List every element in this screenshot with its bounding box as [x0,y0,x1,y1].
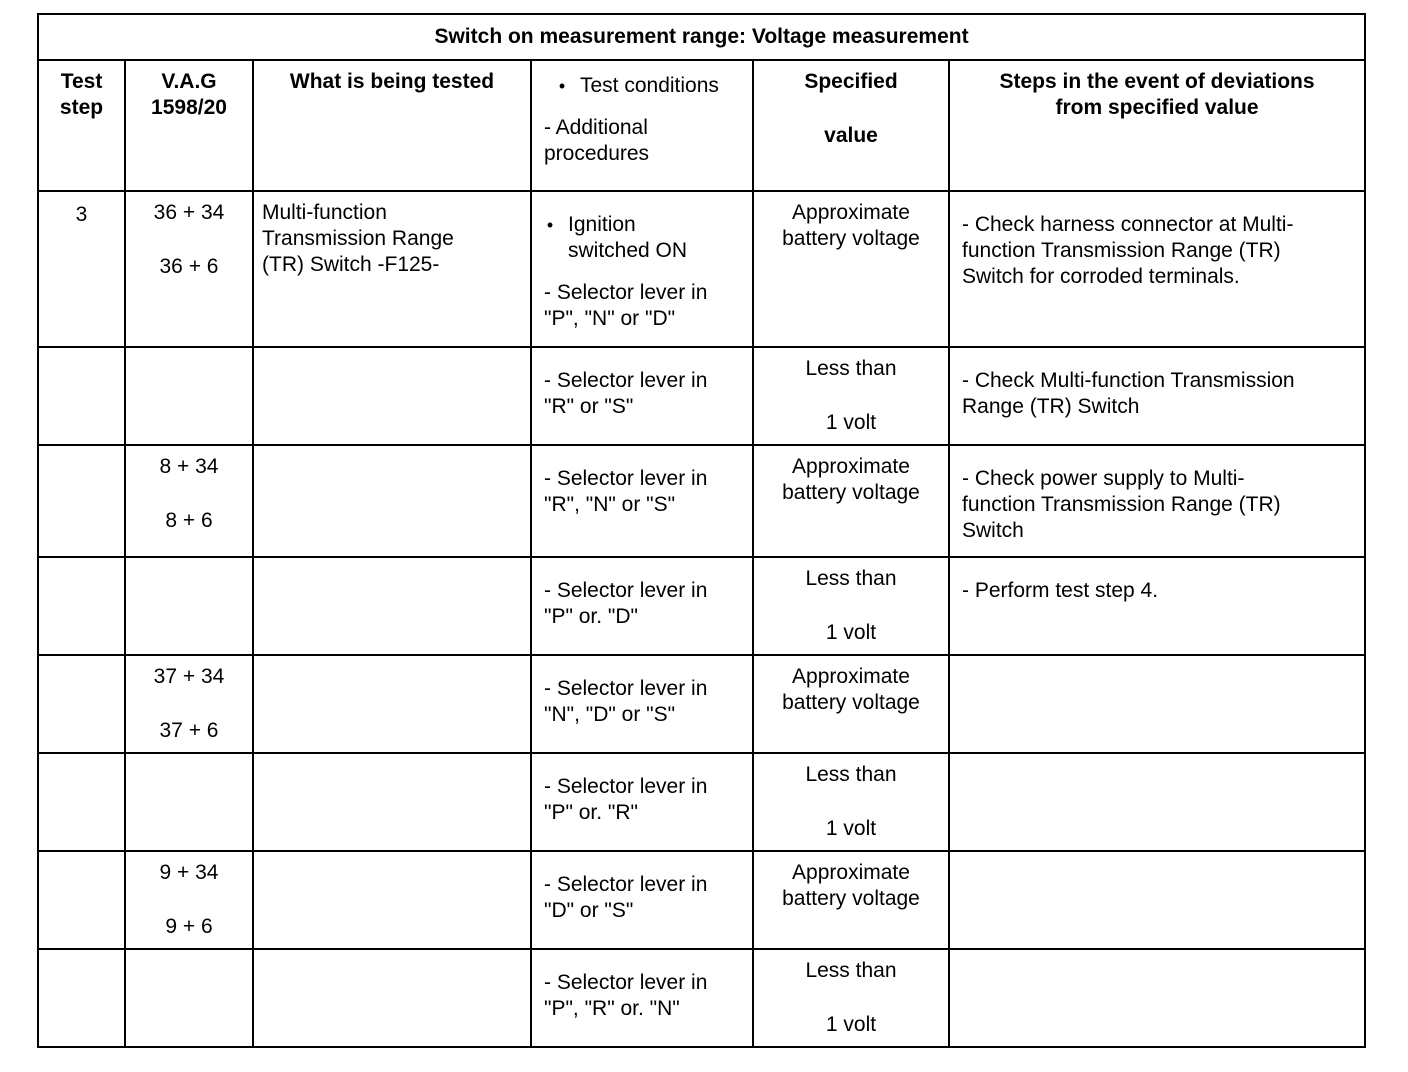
header-row [38,60,1365,191]
step-line: Switch [962,519,1024,542]
cell-specified-value [753,191,949,347]
table-row [38,557,1365,655]
condition-line: - Selector lever in [544,579,708,602]
step-line: function Transmission Range (TR) [962,493,1281,516]
spec-line: Approximate [792,201,910,224]
cell-test-step [38,753,125,851]
bullet-line [532,212,752,264]
cell-what-tested [253,949,531,1047]
vag-line: 36 + 34 [153,201,225,224]
header-conditions-additional-line: - Additional [544,116,648,139]
step-line: - Check power supply to Multi- [962,467,1245,490]
step-line: - Check harness connector at Multi- [962,213,1294,236]
condition-line: "P", "N" or "D" [544,307,676,330]
cell-what-tested [253,445,531,557]
cell-conditions [531,557,753,655]
spec-line: 1 volt [825,621,877,644]
vag-line: 36 + 6 [159,255,219,278]
vag-line: 9 + 34 [159,861,219,884]
condition-line: - Selector lever in [544,369,708,392]
table-title: Switch on measurement range: Voltage measurement [38,14,1365,60]
cell-vag [125,191,253,347]
cell-specified-value [753,655,949,753]
cell-test-step [38,655,125,753]
spec-line: battery voltage [782,887,920,910]
header-steps [949,60,1365,191]
step-line: Switch for corroded terminals. [962,265,1240,288]
table-row [38,949,1365,1047]
cell-what-tested [253,753,531,851]
cell-what-tested [253,557,531,655]
cell-specified-value [753,445,949,557]
cell-conditions [531,851,753,949]
header-vag-line: V.A.G [161,70,217,93]
spec-line: battery voltage [782,227,920,250]
conditions-text [532,280,752,332]
table-row [38,753,1365,851]
condition-line: - Selector lever in [544,775,708,798]
cell-steps [949,949,1365,1047]
spec-line: Less than [805,763,897,786]
condition-line: "P", "R" or. "N" [544,997,680,1020]
bullet-line [544,73,746,99]
spec-line: Less than [805,567,897,590]
cell-vag [125,557,253,655]
spec-line: 1 volt [825,1013,877,1036]
cell-vag [125,347,253,445]
table-row [38,347,1365,445]
spacer [754,95,948,123]
vag-line: 37 + 6 [159,719,219,742]
condition-line: "D" or "S" [544,899,634,922]
spacer [754,788,948,816]
header-conditions-bullet-text: Test conditions [580,74,719,97]
header-vag-line: 1598/20 [151,96,227,119]
condition-line: "P" or. "R" [544,801,639,824]
spacer [126,690,252,718]
bullet-icon: • [546,215,554,235]
spec-line: 1 volt [825,411,877,434]
spacer [754,592,948,620]
cell-steps [949,347,1365,445]
cell-conditions [531,949,753,1047]
what-line: (TR) Switch -F125- [262,253,440,276]
condition-line: - Selector lever in [544,873,708,896]
spec-line: Approximate [792,665,910,688]
cell-specified-value [753,557,949,655]
cell-vag [125,655,253,753]
cell-what-tested [253,655,531,753]
cell-steps [949,753,1365,851]
cell-steps [949,557,1365,655]
cell-vag [125,445,253,557]
cell-what-tested [253,191,531,347]
cell-conditions [531,347,753,445]
header-test-step-line: step [59,96,104,119]
cell-test-step [38,949,125,1047]
cell-specified-value [753,949,949,1047]
bullet-text-line: Ignition [568,213,636,236]
condition-line: "P" or. "D" [544,605,639,628]
header-what-tested: What is being tested [253,60,531,191]
what-line: Transmission Range [262,227,454,250]
condition-line: "R" or "S" [544,395,634,418]
cell-test-step [38,347,125,445]
cell-steps [949,445,1365,557]
spec-line: battery voltage [782,691,920,714]
spec-line: Less than [805,959,897,982]
spec-line: Approximate [792,861,910,884]
spec-line: 1 volt [825,817,877,840]
vag-line: 37 + 34 [153,665,225,688]
spec-line: Approximate [792,455,910,478]
header-test-step-line: Test [60,70,103,93]
cell-test-step [38,557,125,655]
spacer [532,264,752,280]
spacer [126,226,252,254]
table-row [38,191,1365,347]
header-specified-line: Specified [804,70,898,93]
bullet-text-line: switched ON [568,239,688,262]
header-conditions-additional-line: procedures [544,142,650,165]
bullet-text [568,212,687,264]
table-row [38,851,1365,949]
table-row [38,655,1365,753]
spacer [126,480,252,508]
spec-line: Less than [805,357,897,380]
cell-steps [949,655,1365,753]
condition-line: "N", "D" or "S" [544,703,676,726]
cell-steps [949,851,1365,949]
spacer [126,886,252,914]
cell-test-step: 3 [38,191,125,347]
spacer [754,984,948,1012]
vag-line: 9 + 6 [165,915,213,938]
what-line: Multi-function [262,201,387,224]
condition-line: "R", "N" or "S" [544,493,676,516]
cell-specified-value [753,753,949,851]
vag-line: 8 + 6 [165,509,213,532]
bullet-icon: • [558,76,566,96]
step-line: - Check Multi-function Transmission [962,369,1295,392]
vag-line: 8 + 34 [159,455,219,478]
cell-what-tested [253,347,531,445]
header-test-step [38,60,125,191]
condition-line: - Selector lever in [544,677,708,700]
cell-vag [125,851,253,949]
header-specified-value [753,60,949,191]
cell-specified-value [753,347,949,445]
condition-line: - Selector lever in [544,971,708,994]
step-line: - Perform test step 4. [962,579,1159,602]
step-line: function Transmission Range (TR) [962,239,1281,262]
cell-conditions [531,655,753,753]
condition-line: - Selector lever in [544,281,708,304]
cell-conditions [531,191,753,347]
cell-vag [125,753,253,851]
header-specified-line: value [824,124,878,147]
cell-vag [125,949,253,1047]
header-vag [125,60,253,191]
voltage-test-table [37,13,1366,1048]
spacer [754,382,948,410]
cell-specified-value [753,851,949,949]
cell-conditions [531,753,753,851]
header-steps-line: Steps in the event of deviations [999,70,1315,93]
spec-line: battery voltage [782,481,920,504]
test-table-container [37,13,1364,1048]
cell-conditions [531,445,753,557]
cell-steps [949,191,1365,347]
condition-line: - Selector lever in [544,467,708,490]
table-row [38,445,1365,557]
step-line: Range (TR) Switch [962,395,1140,418]
cell-test-step [38,445,125,557]
header-test-conditions [531,60,753,191]
title-row [38,14,1365,60]
cell-what-tested [253,851,531,949]
spacer [544,99,746,115]
header-steps-line: from specified value [1055,96,1259,119]
cell-test-step [38,851,125,949]
